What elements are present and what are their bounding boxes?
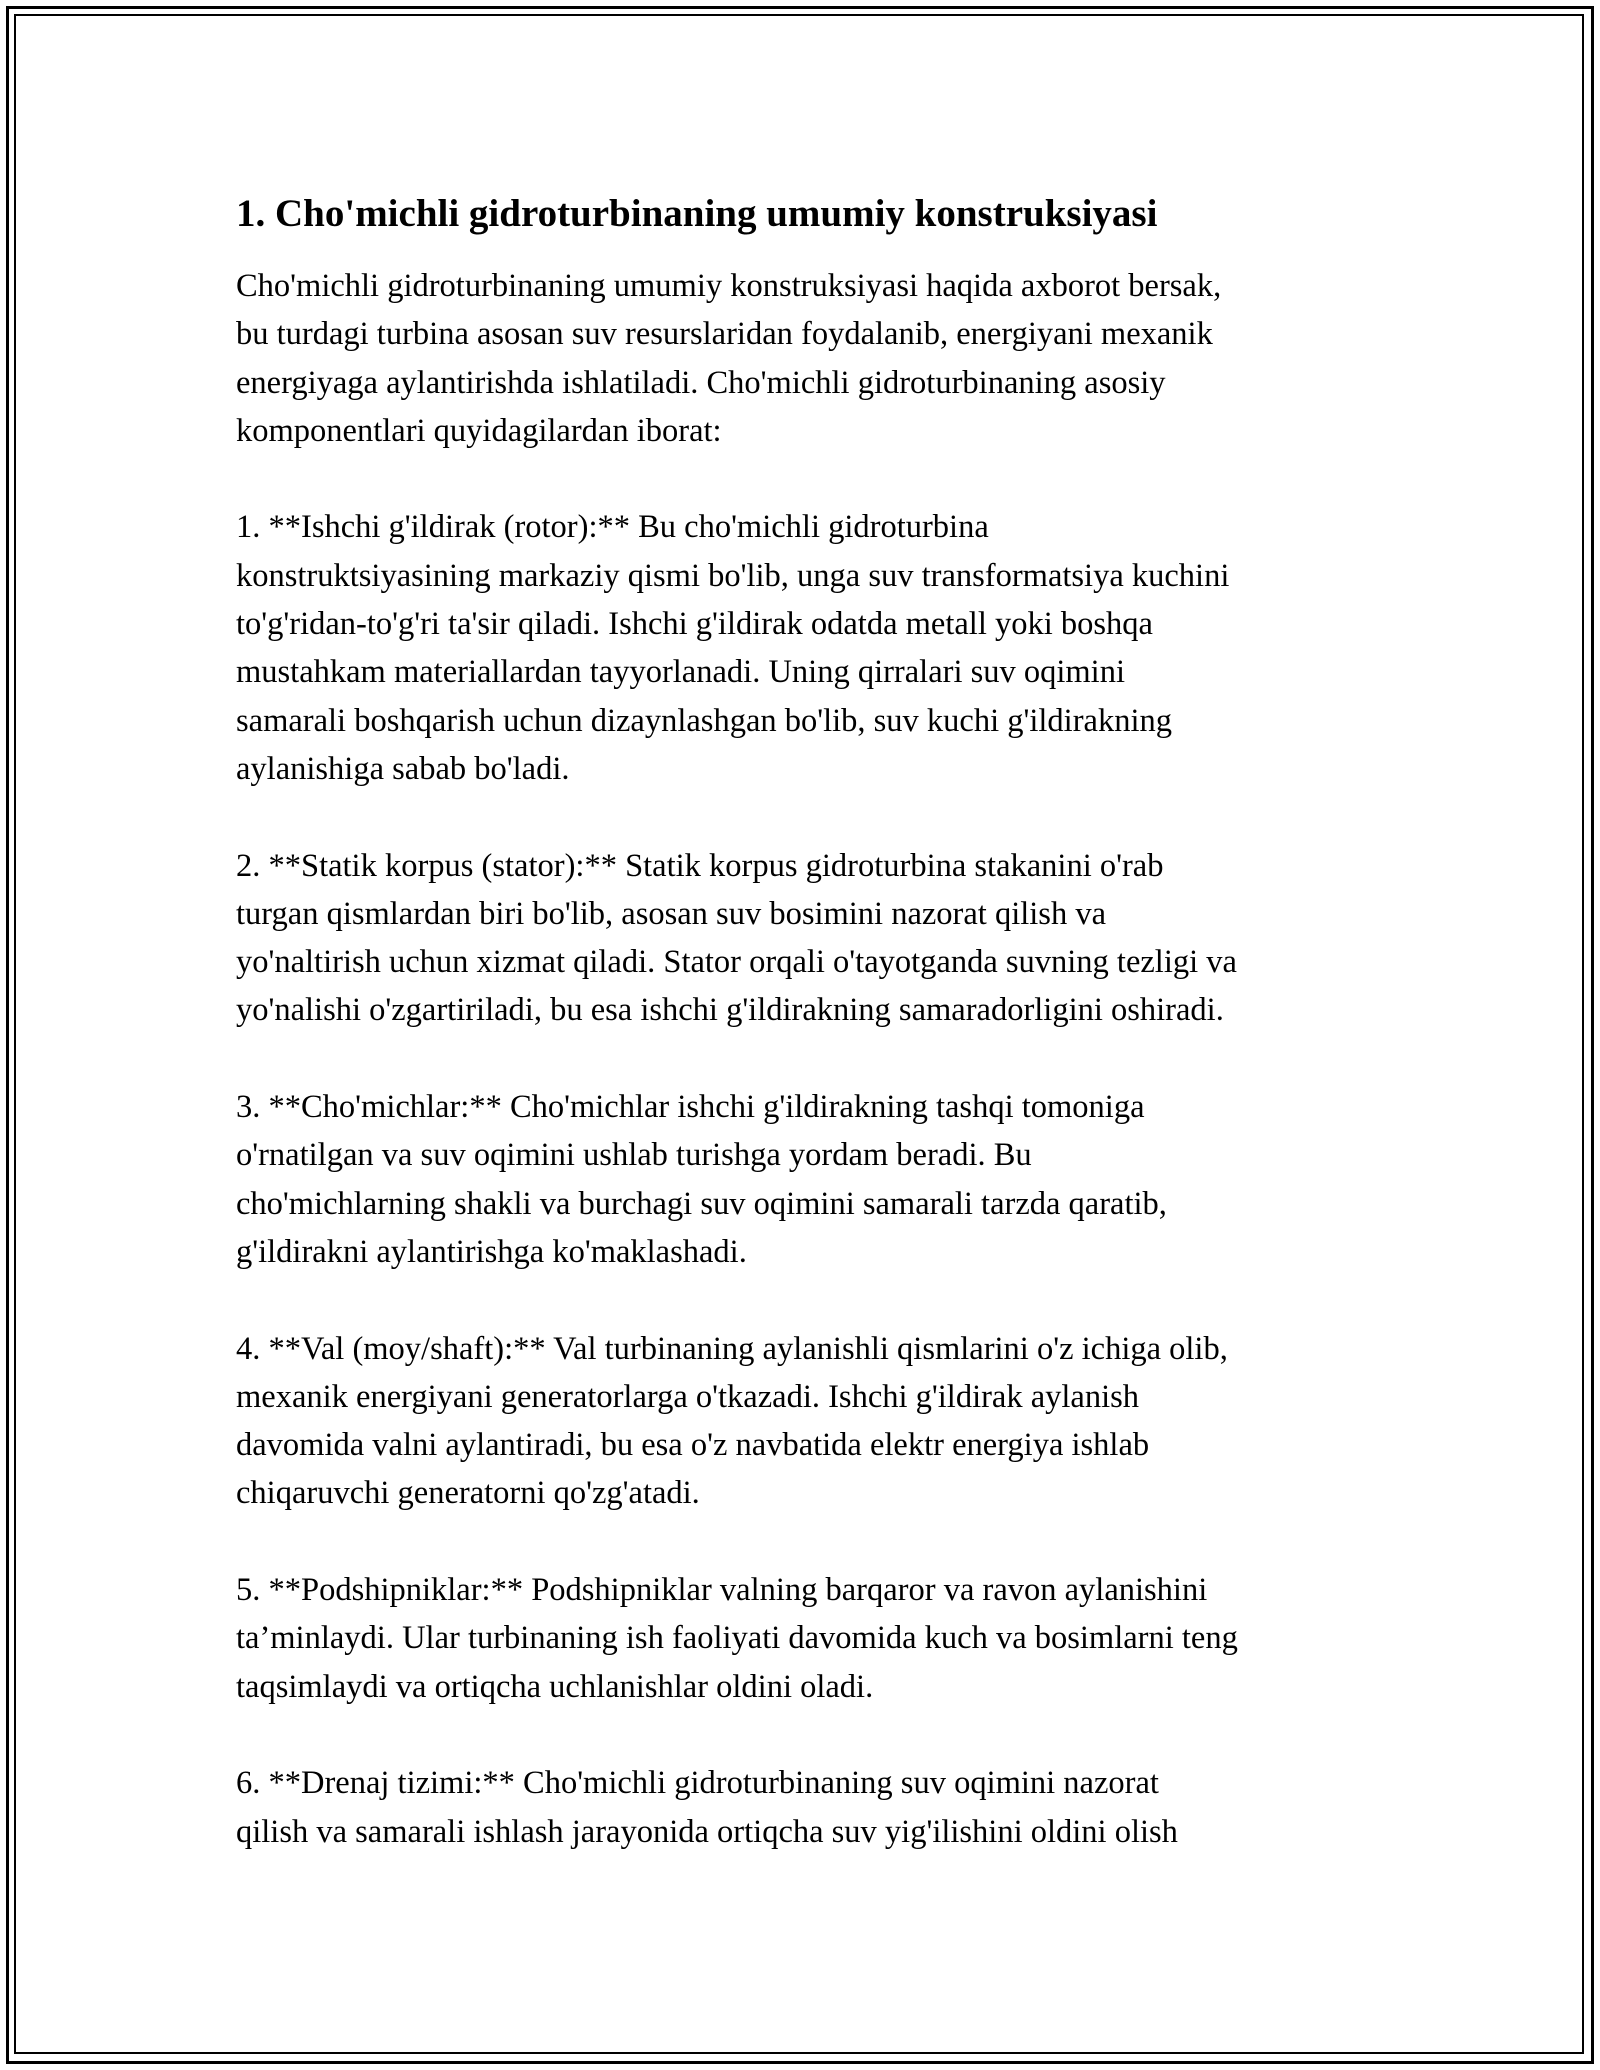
list-item-rotor xyxy=(236,503,1386,793)
text-line: yo'naltirish uchun xizmat qiladi. Stator orqali o'tayotganda suvning tezligi va xyxy=(236,944,1237,981)
text-line: to'g'ridan-to'g'ri ta'sir qiladi. Ishchi g'ildirak odatda metall yoki boshqa xyxy=(236,606,1153,643)
list-item-bearings xyxy=(236,1566,1386,1711)
text-line: 6. **Drenaj tizimi:** Cho'michli gidroturbinaning suv oqimini nazorat xyxy=(236,1765,1159,1802)
list-item-buckets xyxy=(236,1083,1386,1276)
text-line: o'rnatilgan va suv oqimini ushlab turishga yordam beradi. Bu xyxy=(236,1137,1032,1174)
text-line: Cho'michli gidroturbinaning umumiy konstruksiyasi haqida axborot bersak, xyxy=(236,268,1222,304)
text-line: bu turdagi turbina asosan suv resurslaridan foydalanib, energiyani mexanik xyxy=(236,316,1213,353)
intro-paragraph xyxy=(236,262,1386,455)
text-line: ta’minlaydi. Ular turbinaning ish faoliyati davomida kuch va bosimlarni teng xyxy=(236,1620,1238,1657)
text-line: taqsimlaydi va ortiqcha uchlanishlar oldini oladi. xyxy=(236,1668,874,1705)
text-line: g'ildirakni aylantirishga ko'maklashadi. xyxy=(236,1233,747,1270)
text-line: 2. **Statik korpus (stator):** Statik korpus gidroturbina stakanini o'rab xyxy=(236,847,1164,884)
document-title: 1. Cho'michli gidroturbinaning umumiy konstruksiyasi xyxy=(236,192,1158,235)
text-line: energiyaga aylantirishda ishlatiladi. Cho'michli gidroturbinaning asosiy xyxy=(236,364,1166,401)
list-item-shaft xyxy=(236,1325,1386,1518)
text-line: qilish va samarali ishlash jarayonida ortiqcha suv yig'ilishini oldini olish xyxy=(236,1813,1178,1850)
text-line: 4. **Val (moy/shaft):** Val turbinaning aylanishli qismlarini o'z ichiga olib, xyxy=(236,1330,1228,1367)
document-body xyxy=(236,186,1386,1856)
text-line: turgan qismlardan biri bo'lib, asosan suv bosimini nazorat qilish va xyxy=(236,895,1106,932)
list-item-stator xyxy=(236,842,1386,1035)
text-line: mustahkam materiallardan tayyorlanadi. Uning qirralari suv oqimini xyxy=(236,654,1125,691)
text-line: chiqaruvchi generatorni qo'zg'atadi. xyxy=(236,1475,700,1512)
text-line: aylanishiga sabab bo'ladi. xyxy=(236,750,570,787)
text-line: 5. **Podshipniklar:** Podshipniklar valning barqaror va ravon aylanishini xyxy=(236,1572,1208,1609)
text-line: konstruktsiyasining markaziy qismi bo'lib, unga suv transformatsiya kuchini xyxy=(236,557,1230,594)
text-line: davomida valni aylantiradi, bu esa o'z navbatida elektr energiya ishlab xyxy=(236,1427,1150,1464)
text-line: komponentlari quyidagilardan iborat: xyxy=(236,412,722,449)
text-line: 3. **Cho'michlar:** Cho'michlar ishchi g'ildirakning tashqi tomoniga xyxy=(236,1089,1145,1126)
text-line: mexanik energiyani generatorlarga o'tkazadi. Ishchi g'ildirak aylanish xyxy=(236,1378,1140,1415)
text-line: samarali boshqarish uchun dizaynlashgan bo'lib, suv kuchi g'ildirakning xyxy=(236,702,1172,739)
text-line: yo'nalishi o'zgartiriladi, bu esa ishchi g'ildirakning samaradorligini oshiradi. xyxy=(236,992,1224,1029)
list-item-drainage xyxy=(236,1759,1386,1856)
text-line: cho'michlarning shakli va burchagi suv oqimini samarali tarzda qaratib, xyxy=(236,1185,1167,1222)
text-line: 1. **Ishchi g'ildirak (rotor):** Bu cho'michli gidroturbina xyxy=(236,509,989,546)
